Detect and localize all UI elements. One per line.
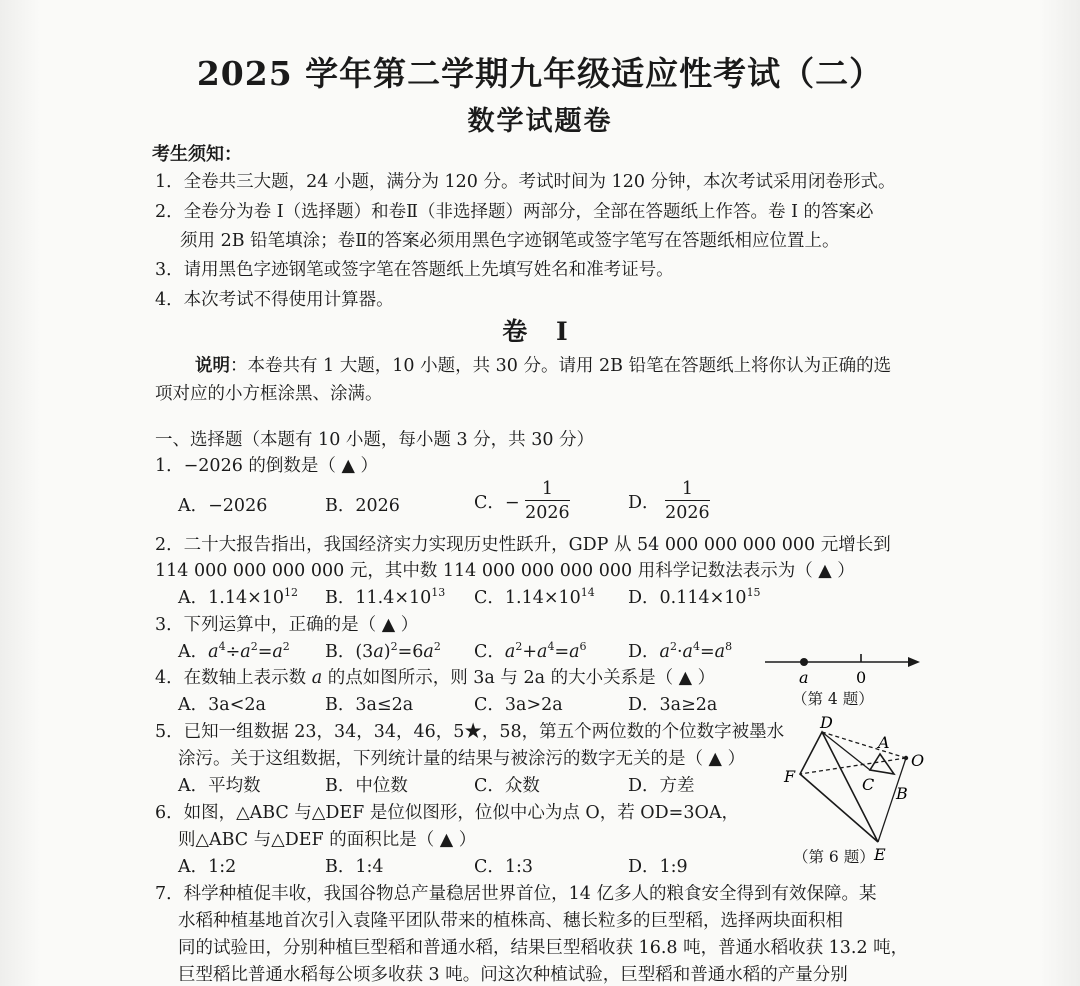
q4-stem-var: a xyxy=(311,668,323,688)
q3-option-c: C．$a^2+a^4=a^6$ xyxy=(474,640,587,662)
q3-option-a: A．$a^4\div a^2=a^2$ xyxy=(178,640,290,662)
exam-subtitle: 数学试题卷 xyxy=(467,106,613,137)
q4-figure-caption: （第 4 题） xyxy=(792,690,874,708)
q4-option-b: B．3a≤2a xyxy=(325,695,414,715)
q4-option-c: C．3a>2a xyxy=(474,695,563,715)
q2-line1: 2．二十大报告指出，我国经济实力实现历史性跃升，GDP 从 54 000 000 000 000 元增长到 xyxy=(155,535,891,555)
q2-option-b-exp: 13 xyxy=(431,586,446,600)
q2-option-c xyxy=(474,584,595,609)
q6-option-a: A．1:2 xyxy=(178,857,237,877)
section-title: 卷 Ⅰ xyxy=(502,317,578,346)
q3-option-d: D．$a^2\cdot a^4=a^8$ xyxy=(628,640,733,662)
label-a: A xyxy=(878,733,890,752)
q3-option-b: B．$(3a)^2=6a^2$ xyxy=(325,640,441,662)
q4-stem xyxy=(155,664,715,689)
q2-option-d-exp: 15 xyxy=(746,586,761,600)
q5-option-a: A．平均数 xyxy=(178,776,261,796)
q2-line2: 114 000 000 000 000 元，其中数 114 000 000 000 000 用科学记数法表示为（ ▲ ） xyxy=(155,561,855,581)
q6-option-d: D．1:9 xyxy=(628,857,688,877)
segment-dc xyxy=(822,732,870,770)
q5-option-c: C．众数 xyxy=(474,776,540,796)
exam-title: 2025 学年第二学期九年级适应性考试（二） xyxy=(196,54,884,93)
q2-option-c-exp: 14 xyxy=(580,586,595,600)
number-line-arrow xyxy=(908,657,920,667)
q3-stem: 3．下列运算中，正确的是（ ▲ ） xyxy=(155,615,419,635)
section-note-line1: ：本卷共有 1 大题，10 小题，共 30 分。请用 2B 铅笔在答题纸上将你认为正确的选 xyxy=(230,356,892,376)
q6-option-c: C．1:3 xyxy=(474,857,534,877)
notice-item-4: 4．本次考试不得使用计算器。 xyxy=(155,290,394,310)
q7-line4: 巨型稻比普通水稻每公顷多收获 3 吨。问这次种植试验，巨型稻和普通水稻的产量分别 xyxy=(178,965,848,985)
q2-option-d-base: D．0.114×10 xyxy=(628,588,747,608)
q4-option-a: A．3a<2a xyxy=(178,695,266,715)
q6-figure-caption: （第 6 题） xyxy=(793,848,875,866)
q1-d-numerator: 1 xyxy=(665,478,710,501)
label-d: D xyxy=(820,713,833,732)
label-f: F xyxy=(784,767,796,786)
q2-option-c-base: C．1.14×10 xyxy=(474,588,581,608)
section-note xyxy=(195,352,891,377)
q6-option-b: B．1:4 xyxy=(325,857,384,877)
label-e: E xyxy=(874,845,886,864)
q2-option-a-base: A．1.14×10 xyxy=(178,588,285,608)
q4-stem-prefix: 4．在数轴上表示数 xyxy=(155,668,312,688)
section-note-line2: 项对应的小方框涂黑、涂满。 xyxy=(155,384,383,404)
q1-option-c xyxy=(474,478,570,525)
ray-of xyxy=(800,758,906,774)
q7-line3: 同的试验田，分别种植巨型稻和普通水稻，结果巨型稻收获 16.8 吨，普通水稻收获 13.2 吨， xyxy=(178,938,909,958)
q1-option-d xyxy=(628,478,710,525)
q1-option-a: A．−2026 xyxy=(178,496,268,516)
q5-option-d: D．方差 xyxy=(628,776,695,796)
number-line-point-a xyxy=(800,658,808,666)
q1-c-denominator: 2026 xyxy=(525,503,570,523)
q7-line1: 7．科学种植促丰收，我国谷物总产量稳居世界首位，14 亿多人的粮食安全得到有效保障。某 xyxy=(155,884,877,904)
q5-option-b: B．中位数 xyxy=(325,776,408,796)
q1-option-d-fraction xyxy=(665,478,710,525)
q1-c-numerator: 1 xyxy=(525,478,570,501)
number-line-label-0: 0 xyxy=(856,668,867,687)
triangle-abc xyxy=(870,754,894,774)
notice-heading: 考生须知： xyxy=(152,144,242,165)
q2-option-a-exp: 12 xyxy=(284,586,299,600)
label-b: B xyxy=(896,784,908,803)
q5-line1: 5．已知一组数据 23，34，34，46，5★，58，第五个两位数的个位数字被墨水 xyxy=(155,722,785,742)
label-c: C xyxy=(862,775,875,794)
notice-item-3: 3．请用黑色字迹钢笔或签字笔在答题纸上先填写姓名和准考证号。 xyxy=(155,260,674,280)
ray-od xyxy=(822,732,906,758)
q2-option-d xyxy=(628,584,761,609)
point-o xyxy=(904,756,908,760)
label-o: O xyxy=(911,751,925,770)
section-note-label: 说明 xyxy=(195,356,230,376)
q5-line2: 涂污。关于这组数据，下列统计量的结果与被涂污的数字无关的是（ ▲ ） xyxy=(178,749,746,769)
q2-option-a xyxy=(178,584,298,609)
notice-item-2-cont: 须用 2B 铅笔填涂；卷Ⅱ的答案必须用黑色字迹钢笔或签字笔写在答题纸相应位置上。 xyxy=(180,231,840,251)
q6-line1: 6．如图，△ABC 与△DEF 是位似图形，位似中心为点 O，若 OD=3OA， xyxy=(155,803,739,823)
number-line-label-a: a xyxy=(799,668,809,687)
q2-option-b xyxy=(325,584,445,609)
q1-option-c-prefix: C．− xyxy=(474,493,520,513)
number-line-figure xyxy=(760,648,930,688)
q1-option-c-fraction xyxy=(525,478,570,525)
notice-item-1: 1．全卷共三大题，24 小题，满分为 120 分。考试时间为 120 分钟，本次考试采用闭卷形式。 xyxy=(155,172,896,192)
q1-option-d-prefix: D． xyxy=(628,493,660,513)
q1-stem: 1．−2026 的倒数是（ ▲ ） xyxy=(155,456,378,476)
part-title: 一、选择题（本题有 10 小题，每小题 3 分，共 30 分） xyxy=(155,430,595,450)
q2-option-b-base: B．11.4×10 xyxy=(325,588,432,608)
q4-option-d: D．3a≥2a xyxy=(628,695,718,715)
q4-stem-suffix: 的点如图所示，则 3a 与 2a 的大小关系是（ ▲ ） xyxy=(322,668,716,688)
notice-item-2: 2．全卷分为卷 Ⅰ（选择题）和卷Ⅱ（非选择题）两部分，全部在答题纸上作答。卷 Ⅰ 的答案必 xyxy=(155,202,874,222)
q1-option-b: B．2026 xyxy=(325,496,400,516)
q7-line2: 水稻种植基地首次引入袁隆平团队带来的植株高、穗长粒多的巨型稻，选择两块面积相 xyxy=(178,911,843,931)
q1-d-denominator: 2026 xyxy=(665,503,710,523)
q6-line2: 则△ABC 与△DEF 的面积比是（ ▲ ） xyxy=(178,830,477,850)
